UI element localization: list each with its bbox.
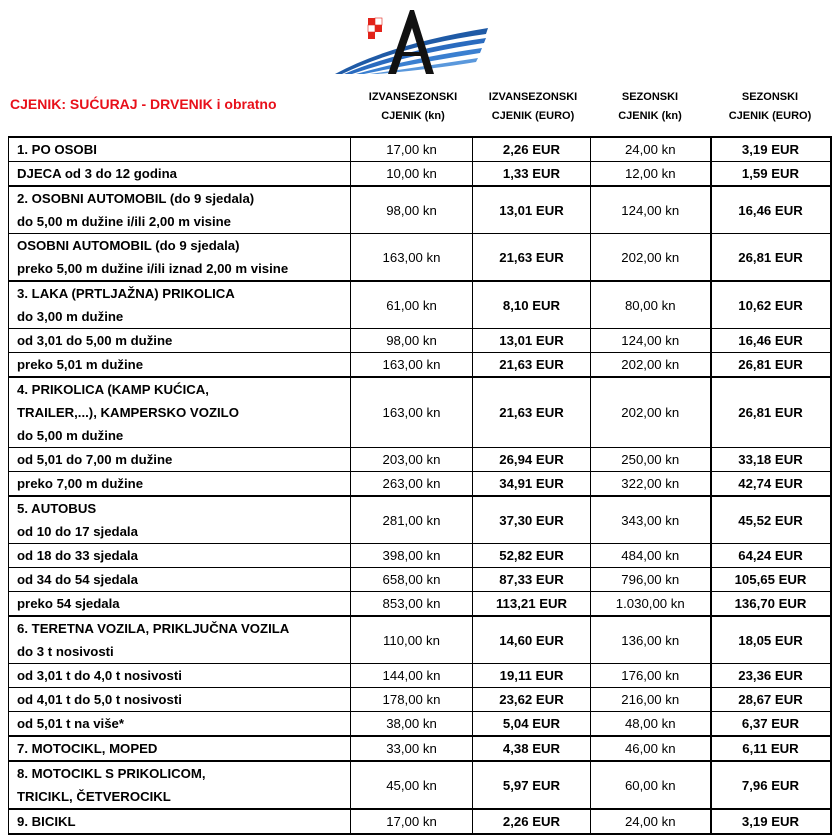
season-kn-cell: 60,00 kn [591,761,711,809]
off-season-kn-cell: 203,00 kn [351,448,473,472]
season-kn-cell: 484,00 kn [591,544,711,568]
category-label: 6. TERETNA VOZILA, PRIKLJUČNA VOZILA [17,621,290,636]
table-row [9,664,831,688]
category-cell [9,448,351,472]
category-label: od 5,01 t na više* [17,716,125,731]
off-season-kn-cell: 10,00 kn [351,162,473,187]
off-season-eur-cell: 26,94 EUR [473,448,591,472]
off-season-kn-cell: 263,00 kn [351,472,473,497]
off-season-kn-cell: 98,00 kn [351,186,473,234]
checkered-flag-icon [368,18,382,39]
season-eur-cell: 64,24 EUR [711,544,831,568]
season-eur-cell: 7,96 EUR [711,761,831,809]
off-season-kn-cell: 658,00 kn [351,568,473,592]
off-season-kn-cell: 17,00 kn [351,137,473,162]
table-row [9,592,831,617]
category-label: preko 54 sjedala [17,596,120,611]
column-header-off-season-kn: IZVANSEZONSKI CJENIK (kn) [368,91,458,122]
season-kn-cell: 202,00 kn [591,234,711,282]
off-season-eur-cell: 2,26 EUR [473,809,591,834]
season-eur-cell: 23,36 EUR [711,664,831,688]
category-cell [9,472,351,497]
off-season-eur-cell: 87,33 EUR [473,568,591,592]
off-season-kn-cell: 163,00 kn [351,377,473,448]
category-label: od 3,01 t do 4,0 t nosivosti [17,668,182,683]
category-cell [9,186,351,234]
category-label: do 3,00 m dužine [17,309,124,324]
season-kn-cell: 48,00 kn [591,712,711,737]
table-row [9,281,831,329]
season-kn-cell: 24,00 kn [591,137,711,162]
category-cell [9,162,351,187]
table-row [9,544,831,568]
season-kn-cell: 250,00 kn [591,448,711,472]
category-label: 9. BICIKL [17,814,76,829]
off-season-eur-cell: 1,33 EUR [473,162,591,187]
off-season-eur-cell: 52,82 EUR [473,544,591,568]
season-eur-cell: 16,46 EUR [711,329,831,353]
off-season-kn-cell: 61,00 kn [351,281,473,329]
season-kn-cell: 176,00 kn [591,664,711,688]
category-cell [9,281,351,329]
category-label: TRAILER,...), KAMPERSKO VOZILO [17,405,239,420]
season-eur-cell: 16,46 EUR [711,186,831,234]
table-row [9,496,831,544]
off-season-eur-cell: 21,63 EUR [473,377,591,448]
category-label: 3. LAKA (PRTLJAŽNA) PRIKOLICA [17,286,235,301]
off-season-eur-cell: 23,62 EUR [473,688,591,712]
category-cell [9,568,351,592]
season-kn-cell: 12,00 kn [591,162,711,187]
season-eur-cell: 105,65 EUR [711,568,831,592]
season-kn-cell: 796,00 kn [591,568,711,592]
category-cell [9,496,351,544]
category-label: preko 5,00 m dužine i/ili iznad 2,00 m visine [17,261,289,276]
off-season-kn-cell: 163,00 kn [351,234,473,282]
category-cell [9,761,351,809]
category-label: od 18 do 33 sjedala [17,548,138,563]
category-cell [9,234,351,282]
off-season-kn-cell: 45,00 kn [351,761,473,809]
season-kn-cell: 136,00 kn [591,616,711,664]
off-season-eur-cell: 5,04 EUR [473,712,591,737]
off-season-eur-cell: 21,63 EUR [473,234,591,282]
off-season-kn-cell: 178,00 kn [351,688,473,712]
table-row [9,712,831,737]
table-row [9,377,831,448]
off-season-eur-cell: 113,21 EUR [473,592,591,617]
category-cell [9,712,351,737]
category-label: od 5,01 do 7,00 m dužine [17,452,173,467]
page-title: CJENIK: SUĆURAJ - DRVENIK i obratno [10,96,277,112]
table-row [9,472,831,497]
off-season-eur-cell: 37,30 EUR [473,496,591,544]
category-cell [9,377,351,448]
company-logo [330,4,490,76]
off-season-eur-cell: 8,10 EUR [473,281,591,329]
season-kn-cell: 24,00 kn [591,809,711,834]
category-label: 8. MOTOCIKL S PRIKOLICOM, [17,766,206,781]
off-season-kn-cell: 144,00 kn [351,664,473,688]
off-season-kn-cell: 17,00 kn [351,809,473,834]
season-eur-cell: 3,19 EUR [711,137,831,162]
season-eur-cell: 136,70 EUR [711,592,831,617]
category-cell [9,544,351,568]
category-label: TRICIKL, ČETVEROCIKL [17,789,171,804]
season-kn-cell: 124,00 kn [591,186,711,234]
season-kn-cell: 80,00 kn [591,281,711,329]
season-eur-cell: 10,62 EUR [711,281,831,329]
category-label: 7. MOTOCIKL, MOPED [17,741,158,756]
table-row [9,761,831,809]
season-kn-cell: 124,00 kn [591,329,711,353]
table-row [9,809,831,834]
category-cell [9,809,351,834]
table-row [9,162,831,187]
off-season-kn-cell: 281,00 kn [351,496,473,544]
off-season-eur-cell: 14,60 EUR [473,616,591,664]
season-kn-cell: 216,00 kn [591,688,711,712]
table-row [9,329,831,353]
category-label: preko 5,01 m dužine [17,357,144,372]
category-label: DJECA od 3 do 12 godina [17,166,177,181]
off-season-eur-cell: 2,26 EUR [473,137,591,162]
table-row [9,688,831,712]
category-label: od 34 do 54 sjedala [17,572,138,587]
table-row [9,736,831,761]
category-label: od 4,01 t do 5,0 t nosivosti [17,692,182,707]
season-kn-cell: 46,00 kn [591,736,711,761]
table-row [9,353,831,378]
season-eur-cell: 42,74 EUR [711,472,831,497]
category-label: do 3 t nosivosti [17,644,114,659]
table-row [9,616,831,664]
off-season-eur-cell: 34,91 EUR [473,472,591,497]
season-kn-cell: 202,00 kn [591,377,711,448]
table-row [9,448,831,472]
off-season-kn-cell: 33,00 kn [351,736,473,761]
column-header-season-kn: SEZONSKI CJENIK (kn) [618,91,682,122]
off-season-eur-cell: 5,97 EUR [473,761,591,809]
off-season-eur-cell: 19,11 EUR [473,664,591,688]
season-kn-cell: 343,00 kn [591,496,711,544]
season-eur-cell: 26,81 EUR [711,353,831,378]
category-label: od 10 do 17 sjedala [17,524,138,539]
season-eur-cell: 28,67 EUR [711,688,831,712]
season-kn-cell: 322,00 kn [591,472,711,497]
table-row [9,186,831,234]
off-season-eur-cell: 13,01 EUR [473,186,591,234]
off-season-kn-cell: 853,00 kn [351,592,473,617]
category-label: 2. OSOBNI AUTOMOBIL (do 9 sjedala) [17,191,255,206]
column-header-off-season-eur: IZVANSEZONSKI CJENIK (EURO) [488,91,578,122]
category-cell [9,688,351,712]
category-cell [9,592,351,617]
category-label: do 5,00 m dužine [17,428,124,443]
season-kn-cell: 1.030,00 kn [591,592,711,617]
off-season-eur-cell: 21,63 EUR [473,353,591,378]
category-label: OSOBNI AUTOMOBIL (do 9 sjedala) [17,238,240,253]
table-row [9,137,831,162]
ship-wave-icon [335,28,488,74]
season-eur-cell: 26,81 EUR [711,377,831,448]
price-table [8,136,832,835]
off-season-eur-cell: 13,01 EUR [473,329,591,353]
off-season-kn-cell: 398,00 kn [351,544,473,568]
season-eur-cell: 45,52 EUR [711,496,831,544]
season-eur-cell: 1,59 EUR [711,162,831,187]
season-eur-cell: 3,19 EUR [711,809,831,834]
category-cell [9,329,351,353]
category-label: do 5,00 m dužine i/ili 2,00 m visine [17,214,232,229]
column-header-season-eur: SEZONSKI CJENIK (EURO) [728,91,812,122]
table-row [9,568,831,592]
category-cell [9,137,351,162]
off-season-kn-cell: 163,00 kn [351,353,473,378]
season-eur-cell: 33,18 EUR [711,448,831,472]
category-cell [9,664,351,688]
off-season-kn-cell: 110,00 kn [351,616,473,664]
category-label: 1. PO OSOBI [17,142,97,157]
category-cell [9,616,351,664]
season-eur-cell: 18,05 EUR [711,616,831,664]
category-label: preko 7,00 m dužine [17,476,144,491]
category-label: 5. AUTOBUS [17,501,97,516]
category-cell [9,353,351,378]
off-season-kn-cell: 38,00 kn [351,712,473,737]
category-label: od 3,01 do 5,00 m dužine [17,333,173,348]
season-eur-cell: 26,81 EUR [711,234,831,282]
season-kn-cell: 202,00 kn [591,353,711,378]
category-label: 4. PRIKOLICA (KAMP KUĆICA, [17,382,209,397]
table-row [9,234,831,282]
off-season-eur-cell: 4,38 EUR [473,736,591,761]
category-cell [9,736,351,761]
off-season-kn-cell: 98,00 kn [351,329,473,353]
season-eur-cell: 6,11 EUR [711,736,831,761]
season-eur-cell: 6,37 EUR [711,712,831,737]
